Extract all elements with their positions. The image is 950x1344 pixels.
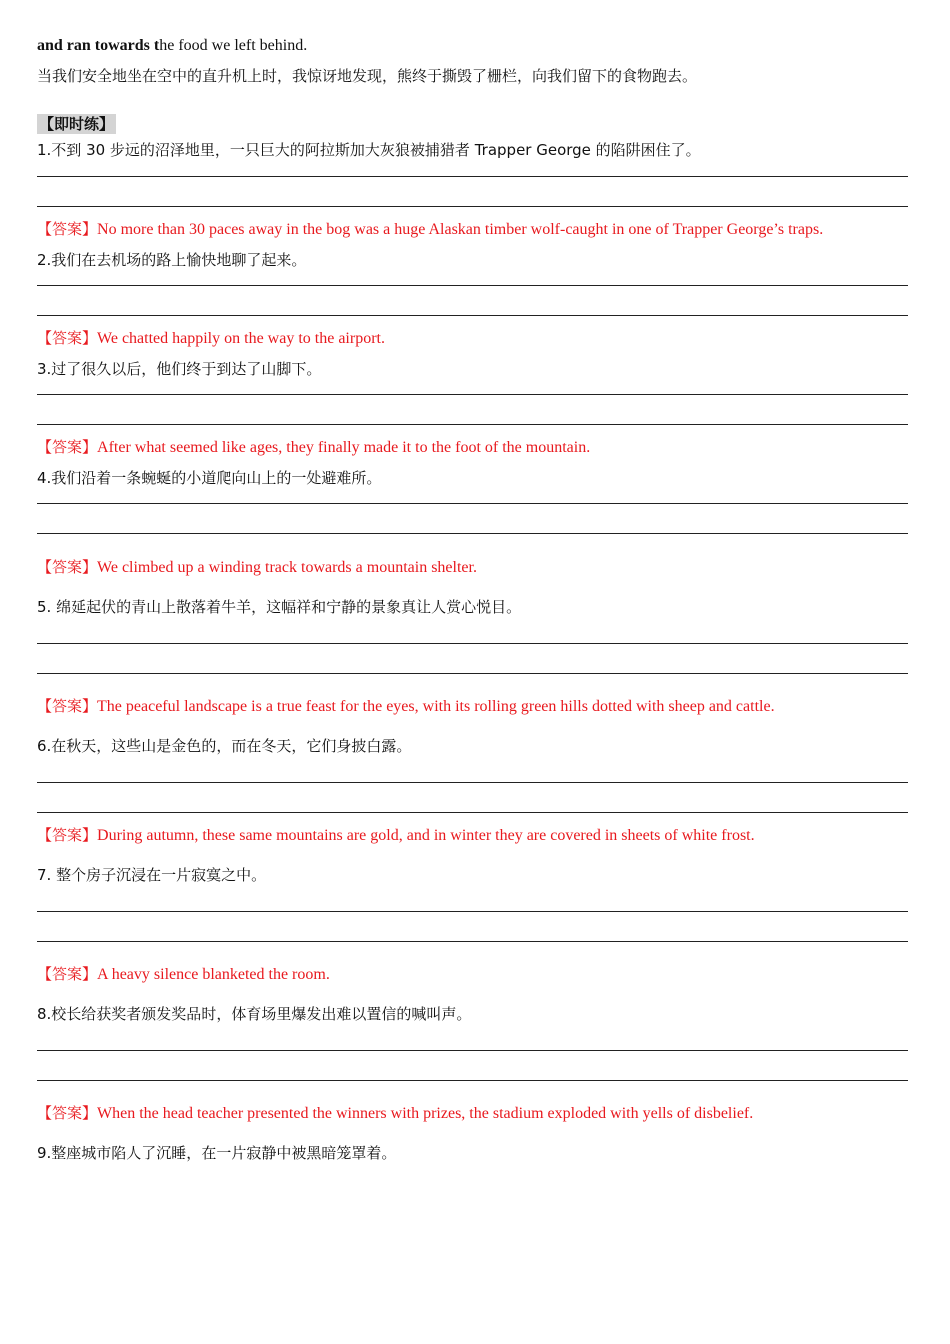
answer-6 xyxy=(37,823,908,848)
question-9: 9.整座城市陷人了沉睡，在一片寂静中被黑暗笼罩着。 xyxy=(37,1144,397,1162)
question-6: 6.在秋天，这些山是金色的，而在冬天，它们身披白露。 xyxy=(37,737,412,755)
answer-tag: 【答案】 xyxy=(37,558,98,576)
intro-rest-text: he food we left behind. xyxy=(159,37,308,54)
question-1: 1.不到 30 步远的沼泽地里，一只巨大的阿拉斯加大灰狼被捕猎者 Trapper George 的陷阱困住了。 xyxy=(37,141,701,159)
answer-text: During autumn, these same mountains are gold, and in winter they are covered in sheets of white frost. xyxy=(97,827,755,844)
answer-8 xyxy=(37,1101,908,1126)
question-8: 8.校长给获奖者颁发奖品时，体育场里爆发出难以置信的喊叫声。 xyxy=(37,1005,472,1023)
answer-text: A heavy silence blanketed the room. xyxy=(97,966,330,983)
question-7: 7. 整个房子沉浸在一片寂寞之中。 xyxy=(37,866,267,884)
answer-line xyxy=(37,1050,908,1051)
intro-english xyxy=(37,34,908,58)
answer-line xyxy=(37,315,908,316)
question-5: 5. 绵延起伏的青山上散落着牛羊，这幅祥和宁静的景象真让人赏心悦目。 xyxy=(37,598,522,616)
intro-chinese: 当我们安全地坐在空中的直升机上时，我惊讶地发现，熊终于撕毁了栅栏，向我们留下的食物跑去。 xyxy=(37,67,698,85)
answer-1 xyxy=(37,217,908,242)
answer-tag: 【答案】 xyxy=(37,965,98,983)
answer-tag: 【答案】 xyxy=(37,1104,98,1122)
answer-line xyxy=(37,176,908,177)
answer-text: We chatted happily on the way to the airport. xyxy=(97,330,385,347)
answer-line xyxy=(37,643,908,644)
section-heading: 【即时练】 xyxy=(39,115,115,133)
answer-text: No more than 30 paces away in the bog was a huge Alaskan timber wolf-caught in one of Trapper George’s traps. xyxy=(97,221,824,238)
answer-7 xyxy=(37,962,908,987)
question-3: 3.过了很久以后，他们终于到达了山脚下。 xyxy=(37,360,322,378)
answer-line xyxy=(37,394,908,395)
answer-tag: 【答案】 xyxy=(37,826,98,844)
question-2: 2.我们在去机场的路上愉快地聊了起来。 xyxy=(37,251,307,269)
intro-bold-text: and ran towards t xyxy=(37,37,160,54)
answer-line xyxy=(37,1080,908,1081)
answer-text: After what seemed like ages, they finally made it to the foot of the mountain. xyxy=(97,439,591,456)
section-heading-wrap xyxy=(37,114,908,134)
answer-line xyxy=(37,782,908,783)
answer-line xyxy=(37,533,908,534)
answer-tag: 【答案】 xyxy=(37,697,98,715)
answer-5 xyxy=(37,694,908,719)
answer-tag: 【答案】 xyxy=(37,220,98,238)
answer-4 xyxy=(37,555,908,580)
question-4: 4.我们沿着一条蜿蜒的小道爬向山上的一处避难所。 xyxy=(37,469,382,487)
answer-tag: 【答案】 xyxy=(37,438,98,456)
answer-line xyxy=(37,941,908,942)
answer-line xyxy=(37,673,908,674)
answer-tag: 【答案】 xyxy=(37,329,98,347)
answer-text: We climbed up a winding track towards a mountain shelter. xyxy=(97,559,477,576)
document-page xyxy=(37,34,908,1165)
answer-line xyxy=(37,424,908,425)
answer-line xyxy=(37,812,908,813)
answer-text: The peaceful landscape is a true feast for the eyes, with its rolling green hills dotted with sheep and cattle. xyxy=(97,698,775,715)
answer-line xyxy=(37,911,908,912)
answer-2 xyxy=(37,326,908,351)
answer-line xyxy=(37,503,908,504)
answer-line xyxy=(37,285,908,286)
answer-3 xyxy=(37,435,908,460)
answer-line xyxy=(37,206,908,207)
answer-text: When the head teacher presented the winners with prizes, the stadium exploded with yells of disbelief. xyxy=(97,1105,754,1122)
